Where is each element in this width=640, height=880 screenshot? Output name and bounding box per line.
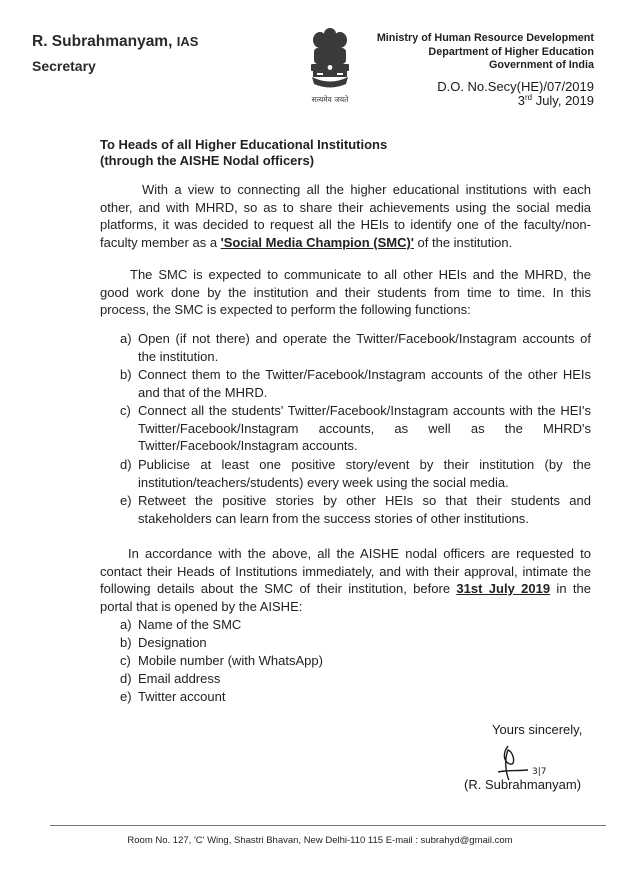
list-item-text: Connect all the students' Twitter/Facebook/Instagram accounts with the HEI's Twitter/Facebook/Instagram accounts, as well as the MHRD's Twitter/Facebook/Instagram accounts.: [138, 403, 591, 453]
list-marker: e): [120, 493, 132, 508]
list-item-text: Mobile number (with WhatsApp): [138, 653, 323, 668]
do-number: D.O. No.Secy(HE)/07/2019: [437, 79, 594, 94]
list-item-text: Name of the SMC: [138, 617, 242, 632]
list-item-text: Twitter account: [138, 689, 226, 704]
government-name: Government of India: [489, 59, 594, 71]
list-item-text: Email address: [138, 671, 221, 686]
ministry-name: Ministry of Human Resource Development: [376, 32, 594, 44]
paragraph-smc-role-text: The SMC is expected to communicate to all other HEIs and the MHRD, the good work done by the institution and their students from time to time. In this process, the SMC is expected to perform the following functions:: [100, 267, 591, 317]
paragraph-request: [100, 545, 591, 615]
list-item-text: Retweet the positive stories by other HEIs so that their students and stakeholders can learn from the success stories of other institutions.: [138, 493, 591, 526]
paragraph-request-end: in the portal that is opened by the AISHE:: [100, 581, 591, 614]
list-marker: e): [120, 689, 132, 704]
list-marker: a): [120, 617, 132, 632]
list-marker: a): [120, 331, 132, 346]
deadline-highlight: 31st July 2019: [456, 581, 551, 596]
department-name: Department of Higher Education: [428, 45, 594, 58]
list-item-text: Designation: [138, 635, 207, 650]
emblem-motto: सत्यमेव जयते: [311, 95, 349, 104]
list-marker: c): [120, 403, 131, 418]
date-day: 3: [517, 93, 525, 108]
closing-salutation: Yours sincerely,: [492, 722, 583, 737]
date-ordinal: rd: [524, 93, 533, 102]
list-marker: c): [120, 653, 131, 668]
paragraph-intro: [100, 181, 591, 251]
paragraph-smc-role: [100, 266, 591, 319]
paragraph-request-text: In accordance with the above, all the AISHE nodal officers are requested to contact their Heads of Institutions immediately, and with their approval, intimate the following details about the SMC of their institution, before: [100, 546, 591, 596]
list-marker: b): [120, 367, 132, 382]
addressee: [100, 137, 387, 169]
ministry-block: [334, 32, 594, 73]
sender-designation: Secretary: [32, 58, 96, 74]
sender-service-suffix: IAS: [176, 34, 199, 49]
addressee-line-2: (through the AISHE Nodal officers): [100, 153, 315, 168]
sender-name-text: R. Subrahmanyam,: [32, 33, 173, 50]
sender-name: [32, 33, 198, 51]
list-marker: d): [120, 671, 132, 686]
addressee-line-1: To Heads of all Higher Educational Institutions: [100, 137, 388, 152]
date-month-year: July, 2019: [532, 93, 594, 108]
footer-divider: [50, 825, 606, 826]
list-marker: d): [120, 457, 132, 472]
footer-address: Room No. 127, 'C' Wing, Shastri Bhavan, New Delhi-110 115 E-mail : subrahyd@gmail.com: [127, 835, 513, 846]
signature-date: 3|7: [532, 767, 547, 777]
smc-highlight: 'Social Media Champion (SMC)': [220, 234, 414, 250]
list-marker: b): [120, 635, 132, 650]
list-item-text: Open (if not there) and operate the Twitter/Facebook/Instagram accounts of the institution.: [138, 331, 591, 364]
list-item-text: Publicise at least one positive story/event by their institution (by the institution/teachers/students) every week using the social media.: [138, 457, 591, 490]
letter-date: [518, 93, 594, 108]
signatory-name: (R. Subrahmanyam): [464, 777, 582, 792]
paragraph-intro-end: of the institution.: [413, 234, 513, 250]
paragraph-intro-text: With a view to connecting all the higher educational institutions with each other, and with MHRD, so as to share their achievements using the social media platforms, it was decided to request all the HEIs to identify one of the faculty/non-faculty member as a: [100, 182, 591, 250]
list-item-text: Connect them to the Twitter/Facebook/Instagram accounts of the other HEIs and that of the MHRD.: [138, 367, 591, 400]
